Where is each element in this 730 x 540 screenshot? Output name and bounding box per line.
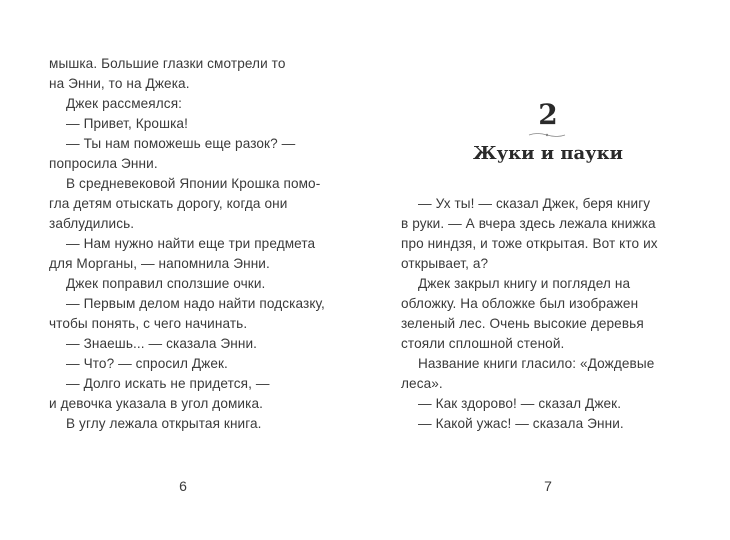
text-line: — Что? — спросил Джек. — [66, 356, 228, 371]
ornament-divider — [527, 131, 567, 139]
text-line: — Как здорово! — сказал Джек. — [418, 396, 622, 411]
text-line: зеленый лес. Очень высокие деревья — [401, 316, 644, 331]
text-line: — Ты нам поможешь еще разок? — — [66, 136, 296, 151]
text-line: чтобы понять, с чего начинать. — [49, 316, 248, 331]
text-line: гла детям отыскать дорогу, когда они — [49, 196, 288, 211]
text-line: — Первым делом надо найти подсказку, — [66, 296, 325, 311]
text-line: леса». — [401, 376, 443, 391]
text-line: — Какой ужас! — сказала Энни. — [418, 416, 624, 431]
text-line: Джек поправил сползшие очки. — [66, 276, 266, 291]
page-number-text: 6 — [179, 478, 187, 494]
text-line: — Нам нужно найти еще три предмета — [66, 236, 316, 251]
text-line: — Привет, Крошка! — [66, 116, 188, 131]
text-line: заблудились. — [49, 216, 135, 231]
chapter-title-text: Жуки и пауки — [472, 143, 624, 164]
text-line: про ниндзя, и тоже открытая. Вот кто их — [401, 236, 658, 251]
text-line: — Ух ты! — сказал Джек, беря книгу — [418, 196, 651, 211]
text-line: Название книги гласило: «Дождевые — [418, 356, 655, 371]
text-line: и девочка указала в угол домика. — [49, 396, 264, 411]
text-line: мышка. Большие глазки смотрели то — [49, 56, 286, 71]
text-line: Джек рассмеялся: — [66, 96, 183, 111]
text-line: открывает, а? — [401, 256, 489, 271]
text-line: В средневековой Японии Крошка помо- — [66, 176, 321, 191]
text-line: — Знаешь... — сказала Энни. — [66, 336, 258, 351]
text-line: стояли сплошной стеной. — [401, 336, 565, 351]
text-line: на Энни, то на Джека. — [49, 76, 190, 91]
text-line: попросила Энни. — [49, 156, 158, 171]
text-line: обложку. На обложке был изображен — [401, 296, 639, 311]
right-page — [365, 0, 730, 540]
text-line: для Морганы, — напомнила Энни. — [49, 256, 270, 271]
text-line: В углу лежала открытая книга. — [66, 416, 262, 431]
chapter-number-text: 2 — [538, 98, 558, 131]
page-number-text: 7 — [544, 478, 552, 494]
text-line: Джек закрыл книгу и поглядел на — [418, 276, 631, 291]
text-line: — Долго искать не придется, — — [66, 376, 270, 391]
text-line: в руки. — А вчера здесь лежала книжка — [401, 216, 656, 231]
